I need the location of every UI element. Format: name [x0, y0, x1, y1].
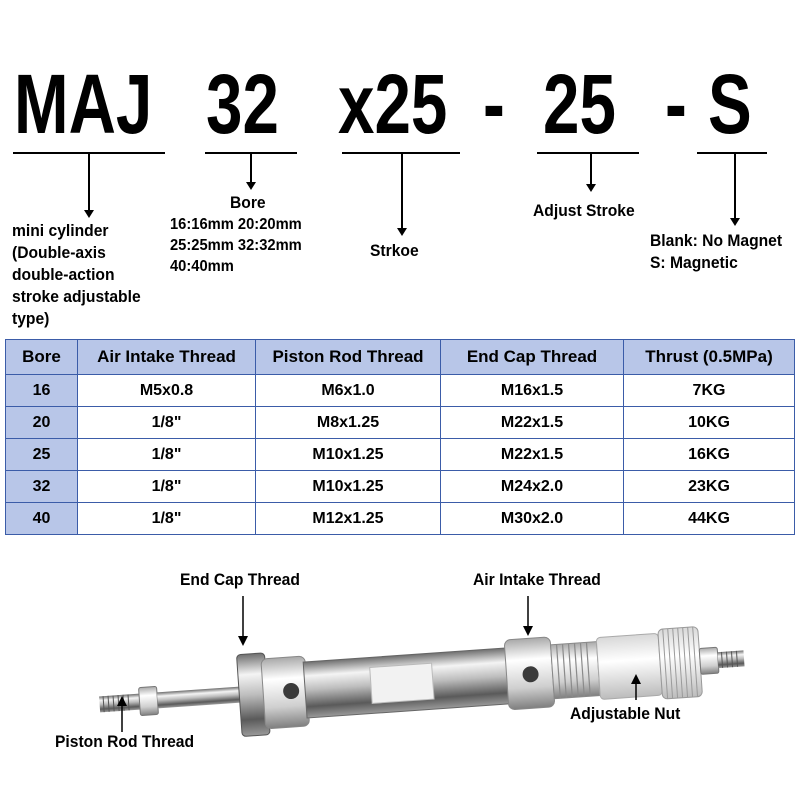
- cell-thrust: 16KG: [624, 439, 795, 471]
- header-thrust: Thrust (0.5MPa): [624, 340, 795, 375]
- table-row: [6, 503, 795, 535]
- table-row: [6, 375, 795, 407]
- cell-air-intake: 1/8": [78, 439, 256, 471]
- connector-series: [88, 154, 90, 212]
- connector-bore: [250, 154, 252, 184]
- leader-arrow-air-intake: [523, 626, 533, 636]
- code-dash-1: -: [483, 57, 505, 151]
- leader-arrow-end-cap: [238, 636, 248, 646]
- callout-adjustable-nut: Adjustable Nut: [570, 704, 681, 723]
- table-row: [6, 439, 795, 471]
- cylinder-illustration: [0, 560, 800, 800]
- cell-air-intake: M5x0.8: [78, 375, 256, 407]
- cell-thrust: 10KG: [624, 407, 795, 439]
- spec-table: [5, 339, 795, 535]
- connector-adjust: [590, 154, 592, 186]
- adjust-stop: [596, 633, 662, 699]
- underline-magnet: [697, 152, 767, 154]
- cell-piston-rod: M6x1.0: [256, 375, 441, 407]
- code-bore: 32: [206, 57, 279, 151]
- connector-stroke: [401, 154, 403, 230]
- code-magnet: S: [708, 57, 752, 151]
- arrow-adjust: [586, 184, 596, 192]
- cell-thrust: 7KG: [624, 375, 795, 407]
- arrow-series: [84, 210, 94, 218]
- cell-end-cap: M22x1.5: [441, 439, 624, 471]
- series-description: mini cylinder (Double-axis double-action stroke adjustable type): [12, 221, 141, 328]
- cell-bore: 16: [6, 375, 78, 407]
- cell-end-cap: M30x2.0: [441, 503, 624, 535]
- cell-piston-rod: M8x1.25: [256, 407, 441, 439]
- callout-piston-rod-thread: Piston Rod Thread: [55, 732, 195, 751]
- bore-options: 16:16mm 20:20mm 25:25mm 32:32mm 40:40mm: [170, 216, 302, 275]
- cell-air-intake: 1/8": [78, 471, 256, 503]
- header-piston-rod-thread: Piston Rod Thread: [256, 340, 441, 375]
- cell-thrust: 44KG: [624, 503, 795, 535]
- cell-bore: 25: [6, 439, 78, 471]
- table-row: [6, 407, 795, 439]
- callout-end-cap-thread: End Cap Thread: [180, 570, 300, 589]
- connector-magnet: [734, 154, 736, 220]
- code-stroke: x25: [338, 57, 448, 151]
- header-end-cap-thread: End Cap Thread: [441, 340, 624, 375]
- header-bore: Bore: [6, 340, 78, 375]
- stroke-label: Strkoe: [370, 241, 419, 260]
- cell-air-intake: 1/8": [78, 407, 256, 439]
- header-air-intake-thread: Air Intake Thread: [78, 340, 256, 375]
- cell-end-cap: M24x2.0: [441, 471, 624, 503]
- code-adjust-stroke: 25: [543, 57, 616, 151]
- magnet-description: Blank: No Magnet S: Magnetic: [650, 231, 783, 272]
- table-header-row: [6, 340, 795, 375]
- barrel-label: [370, 663, 434, 703]
- rod-nut: [139, 686, 159, 715]
- cell-air-intake: 1/8": [78, 503, 256, 535]
- cell-piston-rod: M10x1.25: [256, 439, 441, 471]
- cell-bore: 32: [6, 471, 78, 503]
- arrow-magnet: [730, 218, 740, 226]
- cell-bore: 20: [6, 407, 78, 439]
- code-series: MAJ: [14, 57, 153, 151]
- piston-rod: [157, 686, 248, 708]
- callout-air-intake-thread: Air Intake Thread: [473, 570, 601, 589]
- arrow-stroke: [397, 228, 407, 236]
- underline-adjust: [537, 152, 639, 154]
- rear-nut: [699, 647, 719, 674]
- cell-end-cap: M16x1.5: [441, 375, 624, 407]
- table-row: [6, 471, 795, 503]
- cell-piston-rod: M10x1.25: [256, 471, 441, 503]
- cell-piston-rod: M12x1.25: [256, 503, 441, 535]
- bore-title: Bore: [230, 193, 266, 212]
- adjust-stroke-label: Adjust Stroke: [533, 201, 635, 220]
- arrow-bore: [246, 182, 256, 190]
- cell-thrust: 23KG: [624, 471, 795, 503]
- cell-bore: 40: [6, 503, 78, 535]
- cell-end-cap: M22x1.5: [441, 407, 624, 439]
- code-dash-2: -: [665, 57, 687, 151]
